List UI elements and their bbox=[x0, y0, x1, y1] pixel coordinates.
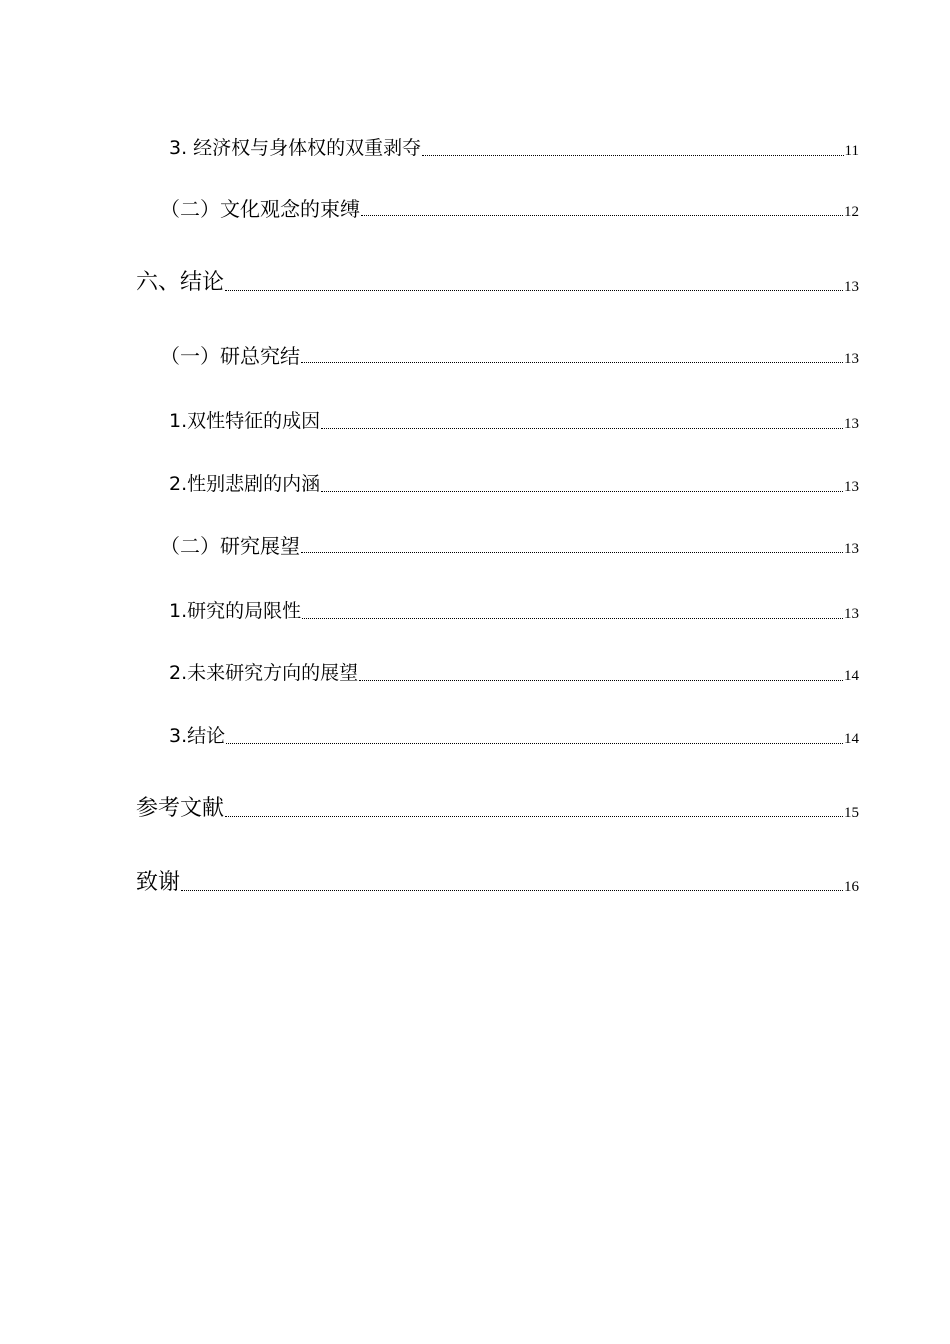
toc-page-number: 13 bbox=[844, 541, 859, 557]
toc-entry-title: （一）研总究结 bbox=[160, 344, 300, 368]
toc-entry-economic-body-rights[interactable] bbox=[169, 137, 859, 160]
toc-dot-leader bbox=[359, 680, 843, 681]
toc-entry-title: 3.结论 bbox=[169, 725, 226, 747]
toc-dot-leader bbox=[301, 552, 843, 553]
toc-page-number: 14 bbox=[844, 667, 859, 684]
toc-entry-title: 2.未来研究方向的展望 bbox=[169, 662, 359, 684]
toc-entry-research-outlook[interactable] bbox=[160, 534, 859, 558]
toc-dot-leader bbox=[321, 428, 843, 429]
toc-entry-title: （二）文化观念的束缚 bbox=[160, 197, 360, 221]
toc-page-number: 16 bbox=[844, 879, 859, 896]
toc-entry-title: 参考文献 bbox=[136, 796, 225, 821]
toc-entry-conclusion-chapter[interactable] bbox=[136, 270, 859, 296]
toc-entry-cultural-constraints[interactable] bbox=[160, 197, 859, 221]
toc-entry-references[interactable] bbox=[136, 796, 859, 822]
toc-entry-future-directions[interactable] bbox=[169, 662, 859, 685]
toc-entry-final-conclusion[interactable] bbox=[169, 725, 859, 748]
toc-entry-title: 2.性别悲剧的内涵 bbox=[169, 473, 321, 495]
toc-page-number: 13 bbox=[844, 605, 859, 622]
toc-page-number: 13 bbox=[844, 415, 859, 432]
toc-dot-leader bbox=[361, 215, 843, 216]
toc-dot-leader bbox=[181, 890, 843, 891]
toc-dot-leader bbox=[225, 290, 843, 291]
toc-dot-leader bbox=[321, 491, 843, 492]
toc-page-number: 13 bbox=[844, 351, 859, 367]
toc-entry-title: 致谢 bbox=[136, 870, 181, 895]
toc-page-number: 13 bbox=[844, 279, 859, 296]
toc-page-number: 13 bbox=[844, 478, 859, 495]
toc-page-number: 14 bbox=[844, 730, 859, 747]
toc-entry-acknowledgements[interactable] bbox=[136, 870, 859, 896]
toc-entry-limitations[interactable] bbox=[169, 600, 859, 623]
toc-page-number: 11 bbox=[844, 142, 859, 159]
toc-entry-title: 六、结论 bbox=[136, 270, 225, 295]
toc-entry-title: 1.研究的局限性 bbox=[169, 600, 302, 622]
toc-page-number: 15 bbox=[844, 805, 859, 822]
toc-dot-leader bbox=[225, 816, 843, 817]
toc-dot-leader bbox=[302, 618, 843, 619]
toc-page-number: 12 bbox=[844, 204, 859, 220]
toc-entry-androgyny-causes[interactable] bbox=[169, 410, 859, 433]
toc-entry-title: 3. 经济权与身体权的双重剥夺 bbox=[169, 137, 422, 159]
toc-dot-leader bbox=[226, 743, 843, 744]
toc-entry-research-summary[interactable] bbox=[160, 344, 859, 368]
toc-entry-title: 1.双性特征的成因 bbox=[169, 410, 321, 432]
toc-dot-leader bbox=[422, 155, 843, 156]
toc-entry-gender-tragedy[interactable] bbox=[169, 473, 859, 496]
toc-entry-title: （二）研究展望 bbox=[160, 534, 300, 558]
toc-dot-leader bbox=[301, 362, 843, 363]
